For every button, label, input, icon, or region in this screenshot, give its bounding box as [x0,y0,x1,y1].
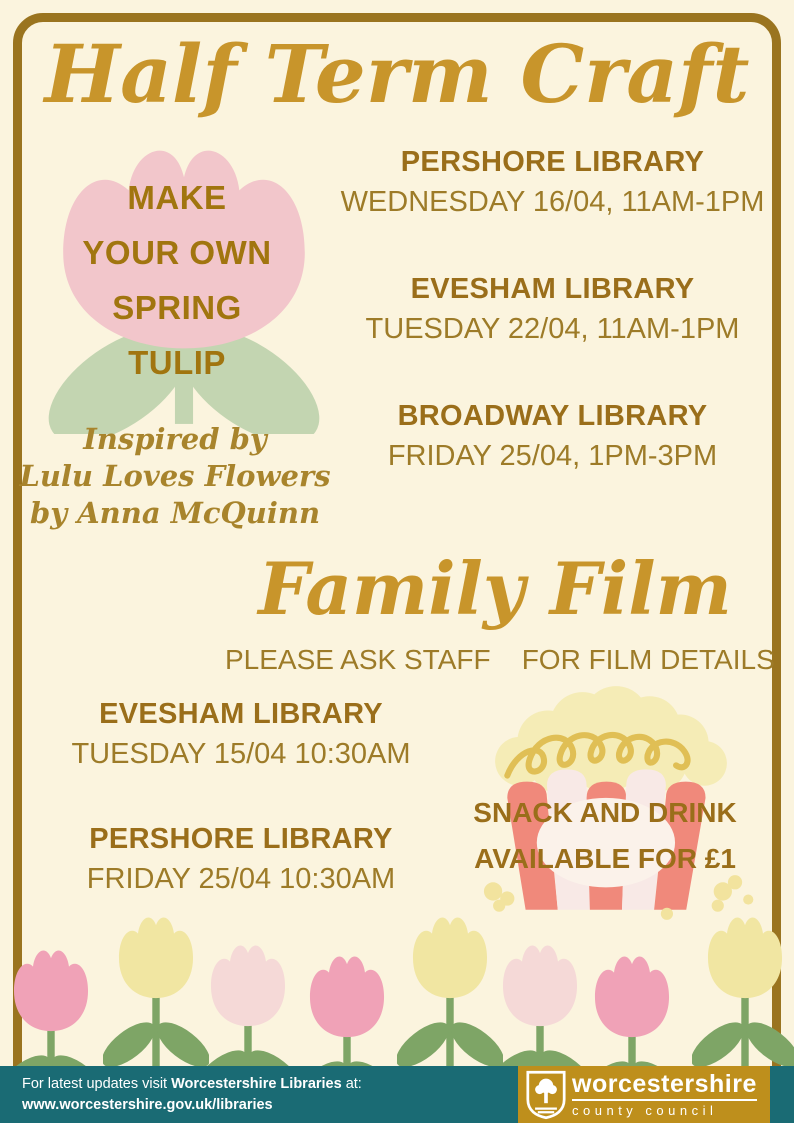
inspired-caption-line: by Anna McQuinn [29,496,321,530]
inspired-caption-line: Lulu Loves Flowers [19,459,331,493]
footer-url: www.worcestershire.gov.uk/libraries [22,1097,273,1113]
film-event [25,698,457,771]
film-event-library: PERSHORE LIBRARY [89,823,393,855]
craft-event [335,273,770,346]
poster-title: Half Term Craft [44,27,750,121]
craft-event-library: PERSHORE LIBRARY [400,146,705,178]
snack-note-line: SNACK AND DRINK [473,797,737,828]
snack-note-line: AVAILABLE FOR £1 [474,843,736,874]
council-logo-text [572,1072,757,1117]
craft-heading [26,170,328,390]
craft-event-library: BROADWAY LIBRARY [397,400,708,432]
film-event-library: EVESHAM LIBRARY [99,698,383,730]
footer-line1-suffix: at: [341,1076,362,1092]
popcorn-cloud [495,686,727,794]
film-section-title: Family Film [258,546,732,631]
inspired-caption-line: Inspired by [83,422,267,456]
craft-heading-line: MAKE [127,179,227,216]
craft-event-datetime: TUESDAY 22/04, 11AM-1PM [365,313,740,345]
footer-bar [0,1066,794,1123]
footer-line1 [22,1074,362,1095]
craft-heading-line: SPRING [112,289,242,326]
craft-heading-line: YOUR OWN [82,234,272,271]
craft-event [335,400,770,473]
craft-events-list [335,146,770,527]
tulip-icon [692,905,794,1069]
film-event-datetime: FRIDAY 25/04 10:30AM [86,863,396,895]
footer-line1-bold: Worcestershire Libraries [171,1076,342,1092]
film-event-datetime: TUESDAY 15/04 10:30AM [71,738,411,770]
film-subtitle: PLEASE ASK STAFF FOR FILM DETAILS [225,644,775,675]
footer-line1-prefix: For latest updates visit [22,1076,172,1092]
film-events-list [25,698,457,948]
inspired-caption [14,421,336,532]
craft-event-datetime: FRIDAY 25/04, 1PM-3PM [387,440,718,472]
council-crest-icon [526,1070,566,1120]
council-logo-name: worcestershire [572,1070,757,1098]
film-event [25,823,457,896]
craft-event-library: EVESHAM LIBRARY [410,273,695,305]
council-logo-sub: county council [572,1099,757,1117]
craft-heading-line: TULIP [128,344,226,381]
council-logo [518,1066,770,1123]
craft-event-datetime: WEDNESDAY 16/04, 11AM-1PM [340,186,765,218]
snack-note [438,790,772,882]
footer-updates-text [22,1074,362,1116]
craft-event [335,146,770,219]
